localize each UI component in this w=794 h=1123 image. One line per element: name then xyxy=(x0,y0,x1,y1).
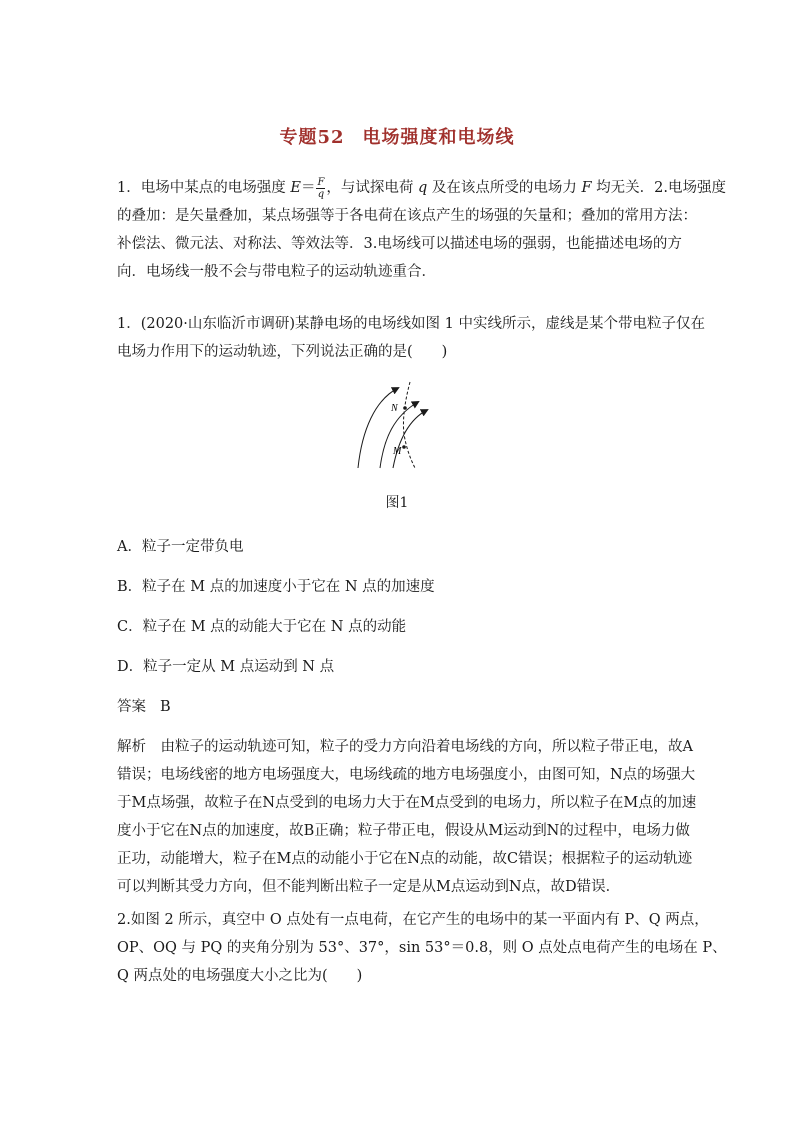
point-M xyxy=(402,445,406,449)
point-N xyxy=(403,406,407,410)
analysis-paragraph: 解析 由粒子的运动轨迹可知，粒子的受力方向沿着电场线的方向，所以粒子带正电，故A 错误；电场线密的地方电场强度大，电场线疏的地方电场强度小，由图可知，N点的场强大 于M点场强，故粒子在N点受到的电场力大于在M点受到的电场力，所以粒子在M点的加速 度小于它在N点的加速度，故B正确；粒子带正电，假设从M运动到N的过程中，电场力做 正功，动能增大，粒子在M点的动能小于它在N点的动能，故C错误；根据粒子的运动轨迹 可以判断其受力方向，但不能判断出粒子一定是从M点运动到N点，故D错误． xyxy=(117,739,697,895)
option-A: A．粒子一定带负电 xyxy=(117,539,244,555)
title-topic: 专题52 xyxy=(279,127,345,148)
trajectory-dashed xyxy=(403,382,415,468)
summary-line-4: 向．电场线一般不会与带电粒子的运动轨迹重合． xyxy=(117,264,436,280)
question-1-stem: 1．(2020·山东临沂市调研)某静电场的电场线如图 1 中实线所示，虚线是某个带电粒子仅在 电场力作用下的运动轨迹，下列说法正确的是( ) xyxy=(117,316,705,360)
answer-line xyxy=(117,695,171,716)
summary-paragraph xyxy=(117,174,727,286)
summary-line-1: 1．电场中某点的电场强度 E＝ $\frac{F}{q}$ ，与试探电荷 q 及在该点所受的电场力 F 均无关．2.电场强度 xyxy=(117,176,727,200)
summary-line-3: 补偿法、微元法、对称法、等效法等．3.电场线可以描述电场的强弱，也能描述电场的方 xyxy=(117,236,682,252)
option-D: D．粒子一定从 M 点运动到 N 点 xyxy=(117,659,335,675)
field-line-2 xyxy=(380,402,418,468)
page-title xyxy=(0,123,794,149)
answer-value: B xyxy=(160,699,171,715)
question-2-stem: 2.如图 2 所示，真空中 O 点处有一点电荷，在它产生的电场中的某一平面内有 P、Q 两点， OP、OQ 与 PQ 的夹角分别为 53°、37°，sin 53°＝0.8，则 O 点处点电荷产生的电场在 P、 Q 两点处的电场强度大小之比为( ) xyxy=(117,912,727,984)
title-name: 电场强度和电场线 xyxy=(362,127,515,148)
fraction-F-over-q: $\frac{F}{q}$ xyxy=(317,176,325,200)
label-M: M xyxy=(393,446,402,457)
label-N: N xyxy=(391,403,398,414)
summary-line-2: 的叠加：是矢量叠加，某点场强等于各电荷在该点产生的场强的矢量和；叠加的常用方法： xyxy=(117,208,697,224)
figure-caption: 图1 xyxy=(385,495,409,511)
option-C: C．粒子在 M 点的动能大于它在 N 点的动能 xyxy=(117,619,407,635)
electric-field-figure xyxy=(340,372,450,472)
answer-label: 答案 xyxy=(117,699,146,715)
option-B: B．粒子在 M 点的加速度小于它在 N 点的加速度 xyxy=(117,579,435,595)
